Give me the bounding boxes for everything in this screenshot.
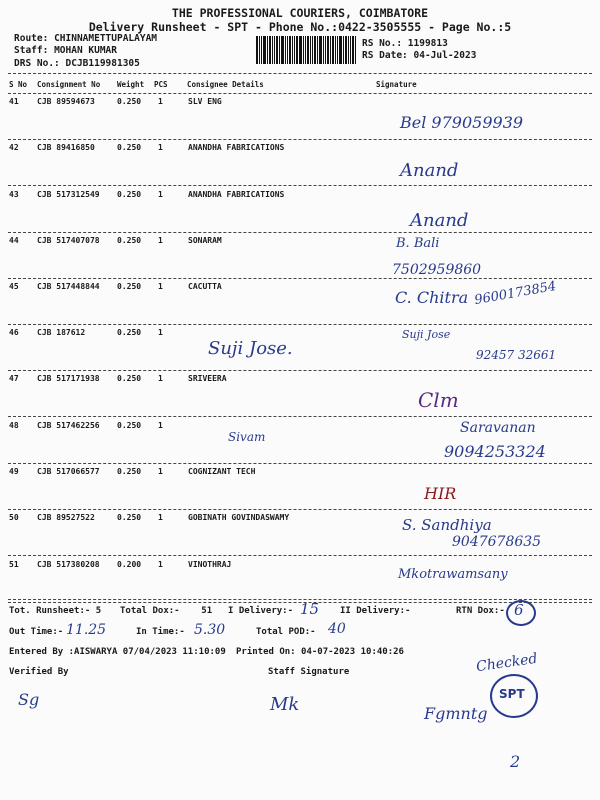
barcode-bar [276,36,278,64]
signature-51: Mkotrawamsany [398,567,508,582]
row-divider [8,370,592,371]
barcode-bar [287,36,288,64]
rs-no-line [362,38,448,49]
signature-46: Suji Jose [402,328,451,341]
row-consignment: CJB 89594673 [37,97,95,106]
row-weight: 0.250 [117,236,142,245]
row-divider [8,555,592,556]
phone-46: 92457 32661 [476,348,557,362]
staff-signature-label: Staff Signature [268,667,350,677]
col-sno: S No [9,80,28,89]
row-consignment: CJB 517312549 [37,190,100,199]
header-rule-top [8,73,592,74]
barcode-bar [345,36,347,64]
phone-50: 9047678635 [452,534,542,550]
signature-44: B. Bali [396,236,440,251]
row-weight: 0.250 [117,421,142,430]
row-consignee: SRIVEERA [188,374,227,383]
col-consignee: Consignee Details [187,80,264,89]
row-weight: 0.250 [117,282,142,291]
barcode-bar [337,36,338,64]
row-weight: 0.250 [117,467,142,476]
row-sno: 47 [9,374,19,383]
row-pcs: 1 [158,513,163,522]
barcode-bar [339,36,342,64]
row-weight: 0.250 [117,190,142,199]
barcode-bar [279,36,280,64]
row-consignment: CJB 517407078 [37,236,100,245]
row-pcs: 1 [158,143,163,152]
verified-signature: Sg [18,690,40,709]
row-sno: 42 [9,143,19,152]
verified-by-label: Verified By [9,667,69,677]
i-delivery-value: 15 [300,600,320,618]
row-pcs: 1 [158,328,163,337]
barcode-bar [343,36,344,64]
row-consignment: CJB 89416850 [37,143,95,152]
signature-45: C. Chitra [395,288,469,307]
row-sno: 50 [9,513,19,522]
barcode-bar [325,36,326,64]
barcode-bar [312,36,313,64]
route-line [14,33,157,44]
row-weight: 0.250 [117,328,142,337]
row-pcs: 1 [158,282,163,291]
header-rule-bottom [8,93,592,94]
ii-delivery-label: II Delivery:- [340,606,411,616]
row-consignee: ANANDHA FABRICATIONS [188,190,285,199]
row-divider [8,463,592,464]
barcode-bar [259,36,260,64]
staff-value: MOHAN KUMAR [54,45,117,56]
barcode-bar [294,36,295,64]
barcode-bar [285,36,286,64]
row-sno: 46 [9,328,19,337]
row-consignment: CJB 517171938 [37,374,100,383]
barcode-bar [274,36,275,64]
barcode-bar [307,36,309,64]
staff-signature: Mk [270,694,300,715]
barcode-bar [299,36,302,64]
staff-line [14,45,117,56]
row-sno: 45 [9,282,19,291]
staff-label: Staff: [14,45,49,56]
rtn-dox-label: RTN Dox:- [456,606,505,616]
row-consignee: VINOTHRAJ [188,560,232,569]
row-divider [8,185,592,186]
barcode-bar [310,36,311,64]
row-sno: 51 [9,560,19,569]
document-subtitle: Delivery Runsheet - SPT - Phone No.:0422-3505555 - Page No.:5 [88,20,512,34]
row-weight: 0.250 [117,513,142,522]
row-pcs: 1 [158,560,163,569]
barcode-bar [327,36,329,64]
row-divider [8,509,592,510]
out-time-label: Out Time:- [9,627,64,637]
row-consignee: COGNIZANT TECH [188,467,256,476]
spt-stamp-text: SPT [499,687,525,701]
row-divider [8,416,592,417]
row-divider [8,139,592,140]
barcode-bar [289,36,291,64]
row-sno: 48 [9,421,19,430]
barcode [256,36,356,64]
rs-no-label: RS No.: [362,38,403,49]
route-value: CHINNAMETTUPALAYAM [54,33,158,44]
barcode-bar [314,36,316,64]
route-label: Route: [14,33,49,44]
barcode-bar [263,36,266,64]
phone-44: 7502959860 [392,262,482,278]
row-consignment: CJB 517380208 [37,560,100,569]
bottom-scrawl: Fgmntg [424,704,488,723]
barcode-bar [330,36,331,64]
row-pcs: 1 [158,467,163,476]
barcode-bar [323,36,324,64]
row-consignment: CJB 517448844 [37,282,100,291]
row-consignee: SONARAM [188,236,222,245]
row-weight: 0.250 [117,143,142,152]
row-sno: 43 [9,190,19,199]
barcode-bar [350,36,351,64]
barcode-bar [348,36,349,64]
rs-date-value: 04-Jul-2023 [413,50,477,61]
total-pod-label: Total POD:- [256,627,316,637]
row-sno: 41 [9,97,19,106]
out-time-value: 11.25 [66,622,107,638]
row-sno: 44 [9,236,19,245]
row-weight: 0.200 [117,560,142,569]
row-consignment: CJB 517066577 [37,467,100,476]
in-time-label: In Time:- [136,627,185,637]
row-weight: 0.250 [117,374,142,383]
barcode-bar [296,36,298,64]
barcode-bar [335,36,336,64]
signature-49: HIR [424,484,457,503]
signature-47: Clm [418,388,459,412]
barcode-bar [256,36,258,64]
row-sno: 49 [9,467,19,476]
row-consignment: CJB 89527522 [37,513,95,522]
row-divider [8,324,592,325]
document-title: THE PROFESSIONAL COURIERS, COIMBATORE [171,6,429,20]
col-weight: Weight [117,80,145,89]
i-delivery-label: I Delivery:- [228,606,294,616]
col-consignment: Consignment No [37,80,101,89]
barcode-bar [261,36,262,64]
barcode-bar [269,36,271,64]
row-consignee: CACUTTA [188,282,222,291]
row-consignment: CJB 517462256 [37,421,100,430]
row-pcs: 1 [158,374,163,383]
row-pcs: 1 [158,97,163,106]
barcode-bar [355,36,356,64]
consignee-48-handwritten: Sivam [228,430,266,444]
barcode-bar [305,36,306,64]
row-consignee: GOBINATH GOVINDASWAMY [188,513,290,522]
barcode-bar [352,36,354,64]
row-divider [8,232,592,233]
checked-note: Checked [475,650,539,676]
barcode-bar [267,36,268,64]
col-pcs: PCS [154,80,168,89]
rs-no-value: 1199813 [407,38,448,49]
signature-43: Anand [410,210,469,231]
rtn-dox-value: 6 [514,601,524,619]
row-pcs: 1 [158,236,163,245]
barcode-bar [317,36,318,64]
row-weight: 0.250 [117,97,142,106]
total-runsheet-value: 5 [95,606,102,616]
barcode-bar [319,36,322,64]
col-signature: Signature [376,80,417,89]
signature-42: Anand [400,160,459,181]
row-divider [8,278,592,279]
row-consignee: SLV ENG [188,97,222,106]
signature-41: Bel 979059939 [400,113,524,132]
total-pod-value: 40 [328,621,346,637]
signature-50: S. Sandhiya [402,516,492,534]
row-consignment: CJB 187612 [37,328,86,337]
total-dox-value: 51 [201,606,213,616]
bottom-mark: 2 [510,752,521,771]
rs-date-line [362,50,476,61]
drs-label: DRS No.: [14,58,60,69]
consignee-46-handwritten: Suji Jose. [208,338,293,359]
entered-by: Entered By :AISWARYA 07/04/2023 11:10:09 [9,647,226,657]
in-time-value: 5.30 [194,622,226,638]
barcode-bar [303,36,304,64]
phone-45: 9600173854 [473,278,558,309]
drs-line [14,58,140,69]
row-pcs: 1 [158,190,163,199]
phone-48: 9094253324 [444,442,546,461]
total-dox: Total Dox:- 51 [120,606,213,616]
printed-on: Printed On: 04-07-2023 10:40:26 [236,647,404,657]
row-consignee: ANANDHA FABRICATIONS [188,143,285,152]
barcode-bar [272,36,273,64]
barcode-bar [332,36,334,64]
barcode-bar [292,36,293,64]
row-pcs: 1 [158,421,163,430]
drs-value: DCJB119981305 [65,58,140,69]
signature-48: Saravanan [460,420,536,436]
rs-date-label: RS Date: [362,50,408,61]
barcode-bar [281,36,284,64]
total-runsheet: Tot. Runsheet:- 5 [9,606,102,616]
